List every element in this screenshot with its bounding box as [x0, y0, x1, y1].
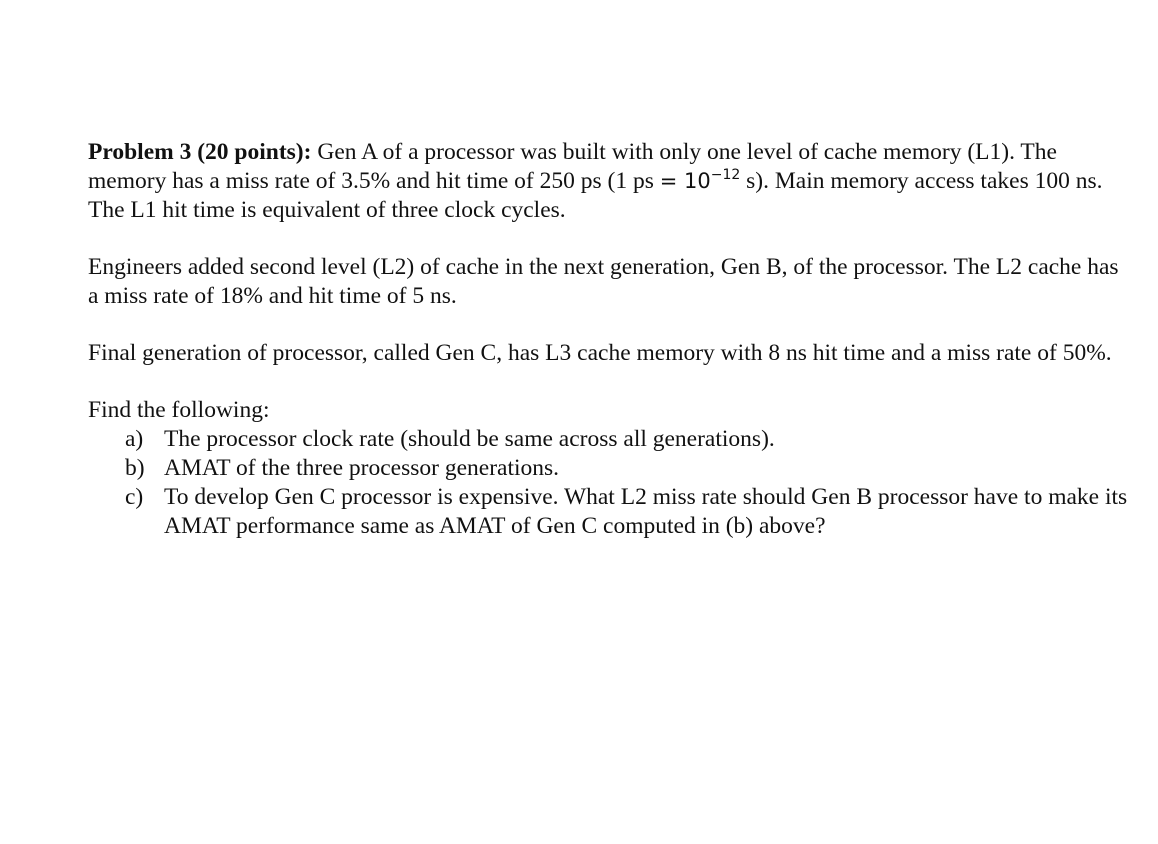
question-text-a: The processor clock rate (should be same across all generations).: [164, 426, 775, 452]
question-item-b: [88, 454, 1128, 483]
question-text-c: To develop Gen C processor is expensive. What L2 miss rate should Gen B processor have to make its AMAT performance same as AMAT of Gen C computed in (b) above?: [164, 484, 1128, 539]
find-label: Find the following:: [88, 397, 270, 423]
question-item-a: [88, 425, 1128, 454]
find-section: [88, 396, 1128, 541]
question-marker-c: c): [125, 484, 144, 510]
equation-base: = 10: [659, 169, 711, 193]
gen-a-text-part2: s). Main memory access takes 100 ns. The L1 hit time is equivalent of three clock cycles.: [88, 168, 1103, 223]
question-marker-a: a): [125, 426, 144, 452]
equation-exponent: −12: [710, 167, 741, 183]
question-item-c: [88, 483, 1128, 541]
gen-a-text-part1: Gen A of a processor was built with only one level of cache memory (L1). The memory has a miss rate of 3.5% and hit time of 250 ps (1 ps: [88, 139, 1057, 194]
question-marker-b: b): [125, 455, 145, 481]
paragraph-gen-c: Final generation of processor, called Gen C, has L3 cache memory with 8 ns hit time and a miss rate of 50%.: [88, 340, 1112, 366]
paragraph-gen-b: Engineers added second level (L2) of cache in the next generation, Gen B, of the processor. The L2 cache has a miss rate of 18% and hit time of 5 ns.: [88, 254, 1119, 309]
problem-document: [88, 138, 1128, 541]
problem-heading: Problem 3 (20 points):: [88, 139, 312, 165]
question-text-b: AMAT of the three processor generations.: [164, 455, 560, 481]
paragraph-gen-a: [88, 138, 1128, 225]
question-list: [88, 425, 1128, 541]
